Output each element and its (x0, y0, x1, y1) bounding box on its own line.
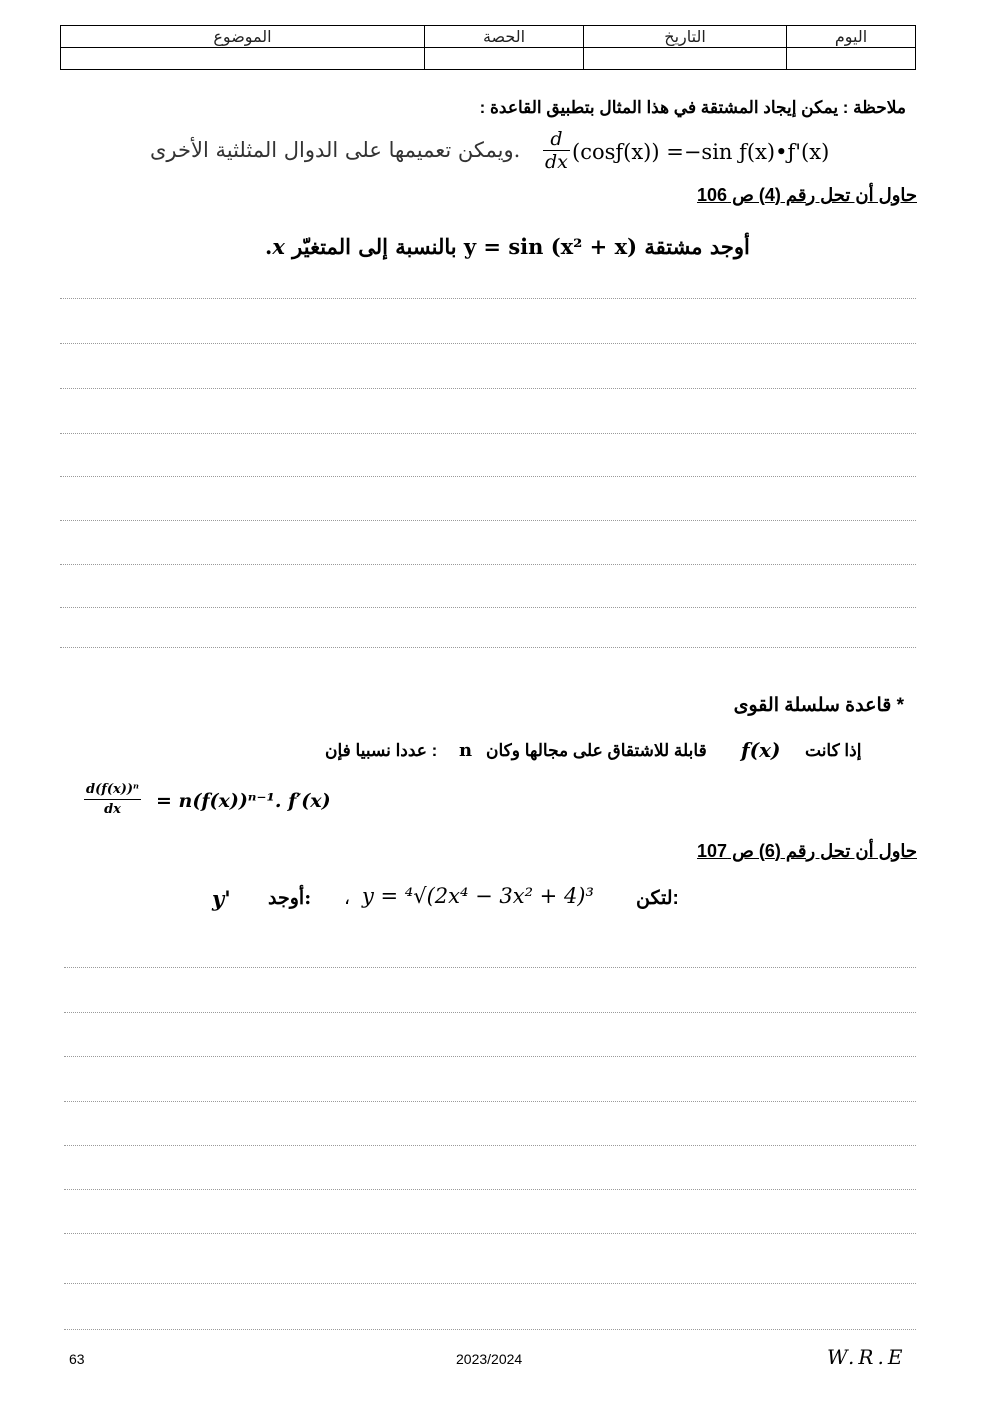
power-rule-condition-mid: قابلة للاشتقاق على مجالها وكان (486, 741, 707, 760)
header-date-value[interactable] (584, 48, 787, 70)
exercise2-find-label: أوجد: (268, 887, 312, 909)
power-rule-condition-fx: f(x) (741, 738, 781, 762)
exercise1-variable: x (272, 234, 285, 259)
power-rule-den: dx (104, 802, 121, 817)
answer-line (60, 607, 916, 608)
answer-line (64, 1145, 916, 1146)
answer-line (60, 647, 916, 648)
note-title: ملاحظة : يمكن إيجاد المشتقة في هذا المثال بتطبيق القاعدة : (479, 98, 906, 117)
footer-author: W.R.E (827, 1345, 907, 1369)
header-subject-value[interactable] (61, 48, 425, 70)
header-day: اليوم (787, 26, 916, 48)
header-period-value[interactable] (425, 48, 584, 70)
power-rule-formula (84, 780, 404, 826)
answer-line (64, 967, 916, 968)
header-table (60, 25, 916, 70)
answer-line (60, 520, 916, 521)
exercise2-let-label: لتكن: (636, 888, 679, 909)
exercise2-formula: y = ⁴√(2x⁴ − 3x² + 4)³ (362, 884, 594, 908)
exercise1-formula: y = sin (x² + x) (463, 234, 638, 259)
header-labels-row (61, 26, 916, 48)
answer-line (60, 298, 916, 299)
power-rule-condition-start: إذا كانت (805, 741, 862, 760)
answer-line (60, 564, 916, 565)
answer-line (64, 1329, 916, 1330)
answer-line (60, 433, 916, 434)
answer-line (64, 1283, 916, 1284)
exercise2-target: y' (212, 886, 231, 911)
exercise2-prompt (210, 882, 690, 918)
exercise2-title: حاول أن تحل رقم (6) ص 107 (697, 841, 917, 861)
answer-line (64, 1012, 916, 1013)
note-rule-formula: (cosƒ(x)) =−sin ƒ(x)•ƒ'(x) (572, 140, 830, 164)
header-subject: الموضوع (61, 26, 425, 48)
answer-line (60, 476, 916, 477)
answer-line (64, 1101, 916, 1102)
note-rule-fraction (543, 128, 570, 173)
header-day-value[interactable] (787, 48, 916, 70)
power-rule-num: d(f(x))ⁿ (84, 780, 141, 800)
note-rule-d: d (543, 128, 570, 151)
exercise1-punct: . (265, 234, 273, 259)
footer-year: 2023/2024 (456, 1351, 523, 1367)
power-rule-fraction (84, 780, 141, 819)
answer-line (64, 1233, 916, 1234)
note-rule (150, 128, 850, 178)
power-rule-condition-n: n (459, 740, 473, 761)
answer-line (60, 343, 916, 344)
exercise1-title: حاول أن تحل رقم (4) ص 106 (697, 185, 917, 205)
header-period: الحصة (425, 26, 584, 48)
page-number: 63 (69, 1351, 85, 1367)
power-rule-title: * قاعدة سلسلة القوى (733, 695, 904, 716)
power-rule-condition (325, 738, 870, 766)
header-values-row (61, 48, 916, 70)
note-rule-dx: dx (545, 151, 568, 173)
exercise2-separator: ، (344, 887, 351, 909)
header-date: التاريخ (584, 26, 787, 48)
exercise1-prompt-start: أوجد مشتقة (644, 234, 750, 259)
answer-line (64, 1056, 916, 1057)
note-rule-text: ويمكن تعميمها على الدوال المثلثية الأخرى. (150, 138, 521, 162)
exercise1-prompt-end: بالنسبة إلى المتغيّر (292, 234, 457, 259)
answer-line (60, 388, 916, 389)
power-rule-rhs: = n(f(x))ⁿ⁻¹. f′(x) (156, 790, 331, 812)
answer-line (64, 1189, 916, 1190)
exercise1-prompt (265, 234, 785, 259)
power-rule-condition-end: عددا نسبيا فإن : (325, 741, 438, 760)
